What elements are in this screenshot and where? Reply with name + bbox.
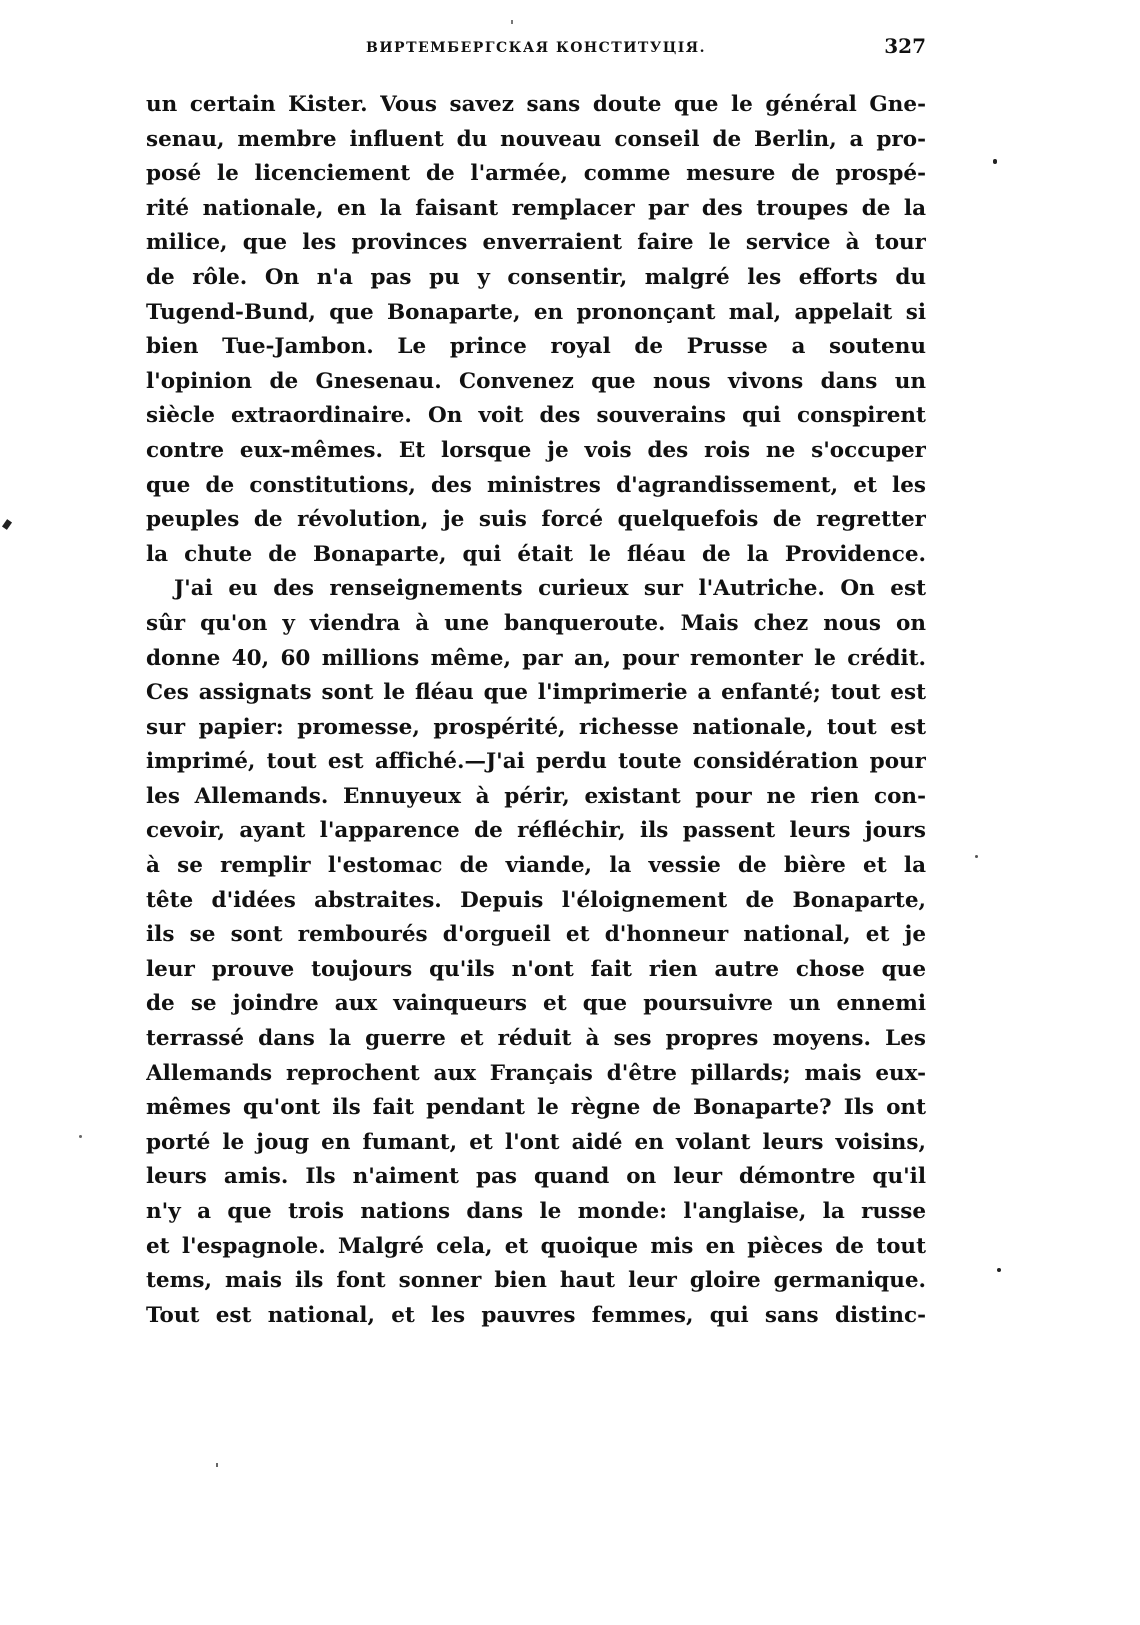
paragraph-start-line: J'ai eu des renseignements curieux sur l'Autriche. On est xyxy=(174,576,926,602)
text-line: à se remplir l'estomac de viande, la vessie de bière et la xyxy=(146,853,926,879)
text-line: les Allemands. Ennuyeux à périr, existant pour ne rien con- xyxy=(146,783,926,809)
text-line: la chute de Bonaparte, qui était le fléau de la Providence. xyxy=(146,541,926,567)
text-line: que de constitutions, des ministres d'agrandissement, et les xyxy=(146,472,926,498)
text-line: bien Tue-Jambon. Le prince royal de Prusse a soutenu xyxy=(146,334,926,360)
text-line: de rôle. On n'a pas pu y consentir, malgré les efforts du xyxy=(146,264,926,290)
body-text xyxy=(146,88,926,1333)
text-line: Tout est national, et les pauvres femmes, qui sans distinc- xyxy=(146,1302,926,1328)
text-line: senau, membre influent du nouveau conseil de Berlin, a pro- xyxy=(146,126,926,152)
text-line: posé le licenciement de l'armée, comme mesure de prospé- xyxy=(146,161,926,187)
scan-speck xyxy=(511,20,513,24)
text-line: leurs amis. Ils n'aiment pas quand on leur démontre qu'il xyxy=(146,1164,926,1190)
text-line: peuples de révolution, je suis forcé quelquefois de regretter xyxy=(146,507,926,533)
text-line: un certain Kister. Vous savez sans doute que le général Gne- xyxy=(146,92,926,117)
text-line: n'y a que trois nations dans le monde: l'anglaise, la russe xyxy=(146,1199,926,1224)
text-line: Ces assignats sont le fléau que l'imprimerie a enfanté; tout est xyxy=(146,680,926,706)
scan-speck xyxy=(975,855,978,858)
text-line: milice, que les provinces enverraient faire le service à tour xyxy=(146,230,926,256)
text-line: de se joindre aux vainqueurs et que poursuivre un ennemi xyxy=(146,991,926,1017)
scan-speck xyxy=(2,519,12,530)
text-line: Tugend-Bund, que Bonaparte, en prononçant mal, appelait si xyxy=(146,299,926,325)
text-line: sûr qu'on y viendra à une banqueroute. Mais chez nous on xyxy=(146,610,926,636)
text-line: mêmes qu'ont ils fait pendant le règne de Bonaparte? Ils ont xyxy=(146,1095,926,1121)
page-number: 327 xyxy=(884,34,926,58)
text-line: l'opinion de Gnesenau. Convenez que nous vivons dans un xyxy=(146,368,926,394)
scan-speck xyxy=(79,1135,82,1138)
text-line: tête d'idées abstraites. Depuis l'éloignement de Bonaparte, xyxy=(146,887,926,913)
text-line: Allemands reprochent aux Français d'être pillards; mais eux- xyxy=(146,1060,926,1086)
text-line: ils se sont rembourés d'orgueil et d'honneur national, et je xyxy=(146,922,926,948)
scan-speck xyxy=(993,159,997,164)
running-title: ВИРТЕМБЕРГСКАЯ КОНСТИТУЦІЯ. xyxy=(365,40,707,56)
text-line: tems, mais ils font sonner bien haut leur gloire germanique. xyxy=(146,1268,926,1294)
scan-speck xyxy=(997,1268,1001,1272)
running-head xyxy=(146,34,926,68)
text-line: et l'espagnole. Malgré cela, et quoique mis en pièces de tout xyxy=(146,1233,926,1259)
text-line: imprimé, tout est affiché.—J'ai perdu toute considération pour xyxy=(146,749,926,775)
text-line: siècle extraordinaire. On voit des souverains qui conspirent xyxy=(146,403,926,429)
scan-speck xyxy=(216,1463,218,1467)
text-line: terrassé dans la guerre et réduit à ses propres moyens. Les xyxy=(146,1026,926,1052)
text-line: cevoir, ayant l'apparence de réfléchir, ils passent leurs jours xyxy=(146,818,926,844)
text-line: porté le joug en fumant, et l'ont aidé en volant leurs voisins, xyxy=(146,1129,926,1155)
text-line: donne 40, 60 millions même, par an, pour remonter le crédit. xyxy=(146,645,926,671)
text-line: sur papier: promesse, prospérité, richesse nationale, tout est xyxy=(146,714,926,740)
text-line: contre eux-mêmes. Et lorsque je vois des rois ne s'occuper xyxy=(146,437,926,463)
text-line: rité nationale, en la faisant remplacer par des troupes de la xyxy=(146,195,926,221)
text-line: leur prouve toujours qu'ils n'ont fait rien autre chose que xyxy=(146,956,926,982)
